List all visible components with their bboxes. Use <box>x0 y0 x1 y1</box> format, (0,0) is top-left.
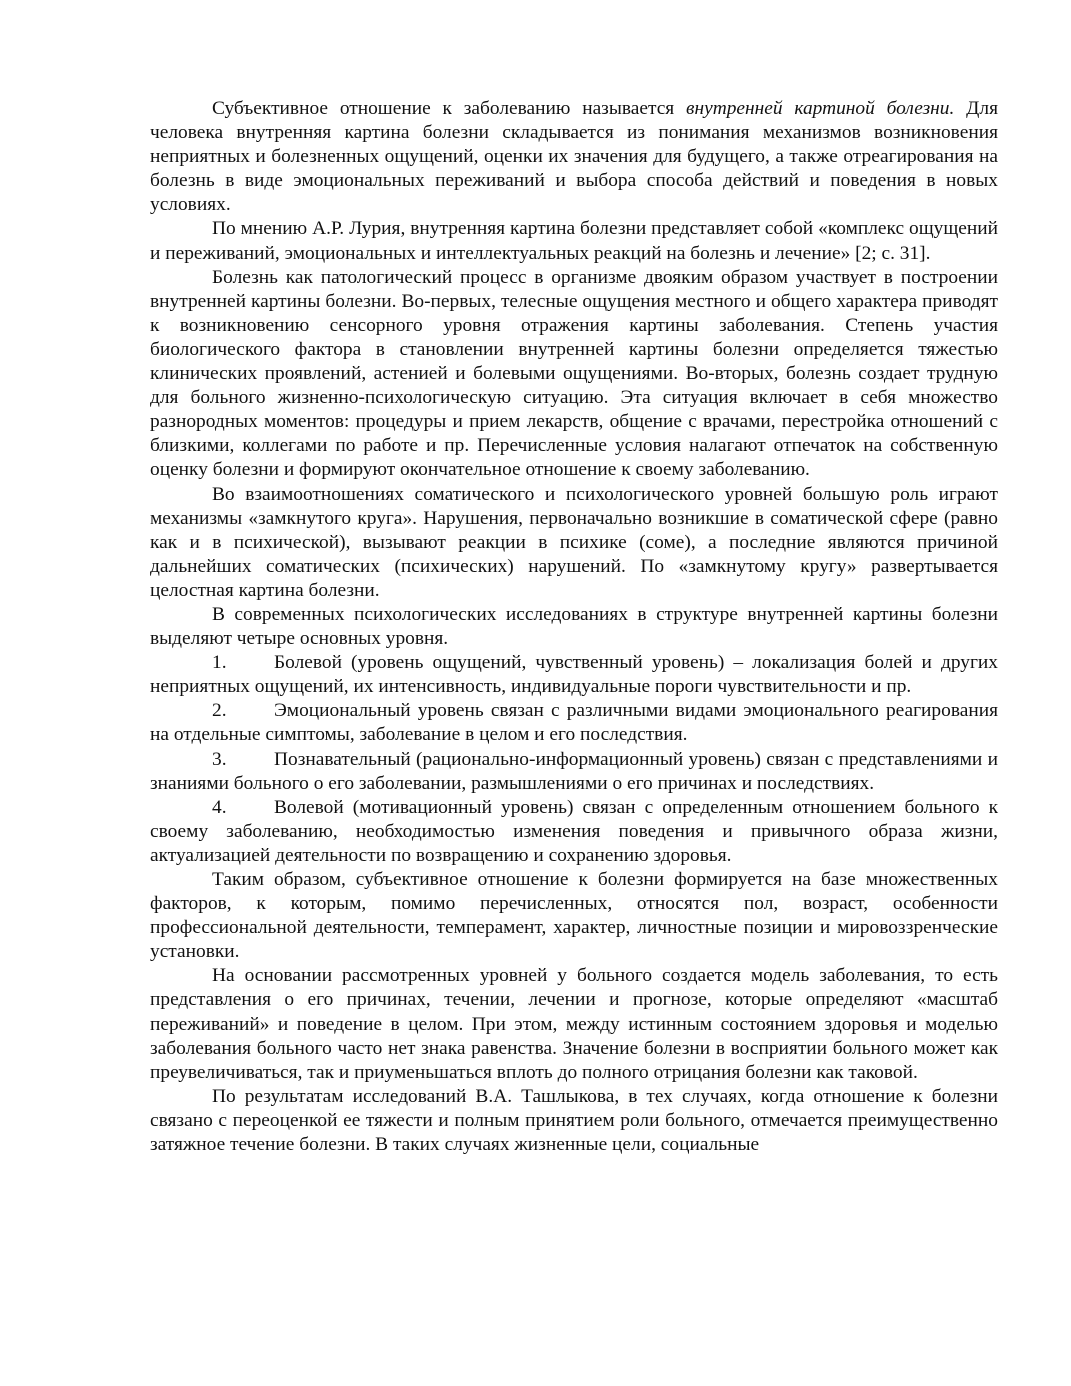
list-item-4 <box>150 796 998 868</box>
paragraph-1 <box>150 97 998 217</box>
italic-term: внутренней картиной болезни. <box>686 98 955 119</box>
list-number: 3. <box>212 748 227 770</box>
paragraph-8: По результатам исследований В.А. Ташлыкова, в тех случаях, когда отношение к болезни связано с переоценкой ее тяжести и полным принятием роли больного, отмечается преимущественно затяжное течение болезни. В таких случаях жизненные цели, социальные <box>150 1085 998 1156</box>
list-number: 1. <box>212 652 227 674</box>
paragraph-2: По мнению А.Р. Лурия, внутренняя картина болезни представляет собой «комплекс ощущений и переживаний, эмоциональных и интеллектуальных реакций на болезнь и лечение» [2; с. 31]. <box>150 218 998 264</box>
paragraph-5: В современных психологических исследованиях в структуре внутренней картины болезни выделяют четыре основных уровня. <box>150 603 998 650</box>
list-item-1 <box>150 651 998 699</box>
paragraph-3: Болезнь как патологический процесс в организме двояким образом участвует в построении внутренней картины болезни. Во-первых, телесные ощущения местного и общего характера приводят к возникновению сенсорного уровня отражения картины заболевания. Степень участия биологического фактора в становлении внутренней картины болезни определяется тяжестью клинических проявлений, астенией и болевыми ощущениями. Во-вторых, болезнь создает трудную для больного жизненно-психологическую ситуацию. Эта ситуация включает в себя множество разнородных моментов: процедуры и прием лекарств, общение с врачами, перестройка отношений с близкими, коллегами по работе и пр. Перечисленные условия налагают отпечаток на собственную оценку болезни и формируют окончательное отношение к своему заболеванию. <box>150 266 998 481</box>
list-item-2 <box>150 699 998 747</box>
paragraph-1-start: Субъективное отношение к заболеванию называется <box>212 98 687 119</box>
list-text: Познавательный (рационально-информационный уровень) связан с представлениями и знаниями больного о его заболевании, размышлениями о его причинах и последствиях. <box>150 748 998 794</box>
list-text: Эмоциональный уровень связан с различными видами эмоционального реагирования на отдельные симптомы, заболевание в целом и его последствия. <box>150 700 998 746</box>
list-number: 2. <box>212 700 227 722</box>
document-page <box>150 97 998 1157</box>
paragraph-1-rest: Для человека внутренняя картина болезни складывается из понимания механизмов возникновения неприятных и болезненных ощущений, оценки их значения для будущего, а также отреагирования на болезнь в виде эмоциональных переживаний и выбора способа действий и поведения в новых условиях. <box>150 98 998 216</box>
paragraph-6: Таким образом, субъективное отношение к болезни формируется на базе множественных факторов, к которым, помимо перечисленных, относятся пол, возраст, особенности профессиональной деятельности, темперамент, характер, личностные позиции и мировоззренческие установки. <box>150 869 998 963</box>
list-item-3 <box>150 748 998 796</box>
paragraph-4: Во взаимоотношениях соматического и психологического уровней большую роль играют механизмы «замкнутого круга». Нарушения, первоначально возникшие в соматической сфере (равно как и в психической), вызывают реакции в психике (соме), а последние являются причиной дальнейших соматических (психических) нарушений. По «замкнутому кругу» развертывается целостная картина болезни. <box>150 483 998 601</box>
list-text: Болевой (уровень ощущений, чувственный уровень) – локализация болей и других неприятных ощущений, их интенсивность, индивидуальные пороги чувствительности и пр. <box>150 652 998 698</box>
paragraph-7: На основании рассмотренных уровней у больного создается модель заболевания, то есть представления о его причинах, течении, лечении и прогнозе, которые определяют «масштаб переживаний» и поведение в целом. При этом, между истинным состоянием здоровья и моделью заболевания больного часто нет знака равенства. Значение болезни в восприятии больного может как преувеличиваться, так и приуменьшаться вплоть до полного отрицания болезни как таковой. <box>150 965 998 1083</box>
list-text: Волевой (мотивационный уровень) связан с определенным отношением больного к своему заболеванию, необходимостью изменения поведения и привычного образа жизни, актуализацией деятельности по возвращению и сохранению здоровья. <box>150 796 998 866</box>
list-number: 4. <box>212 796 227 818</box>
